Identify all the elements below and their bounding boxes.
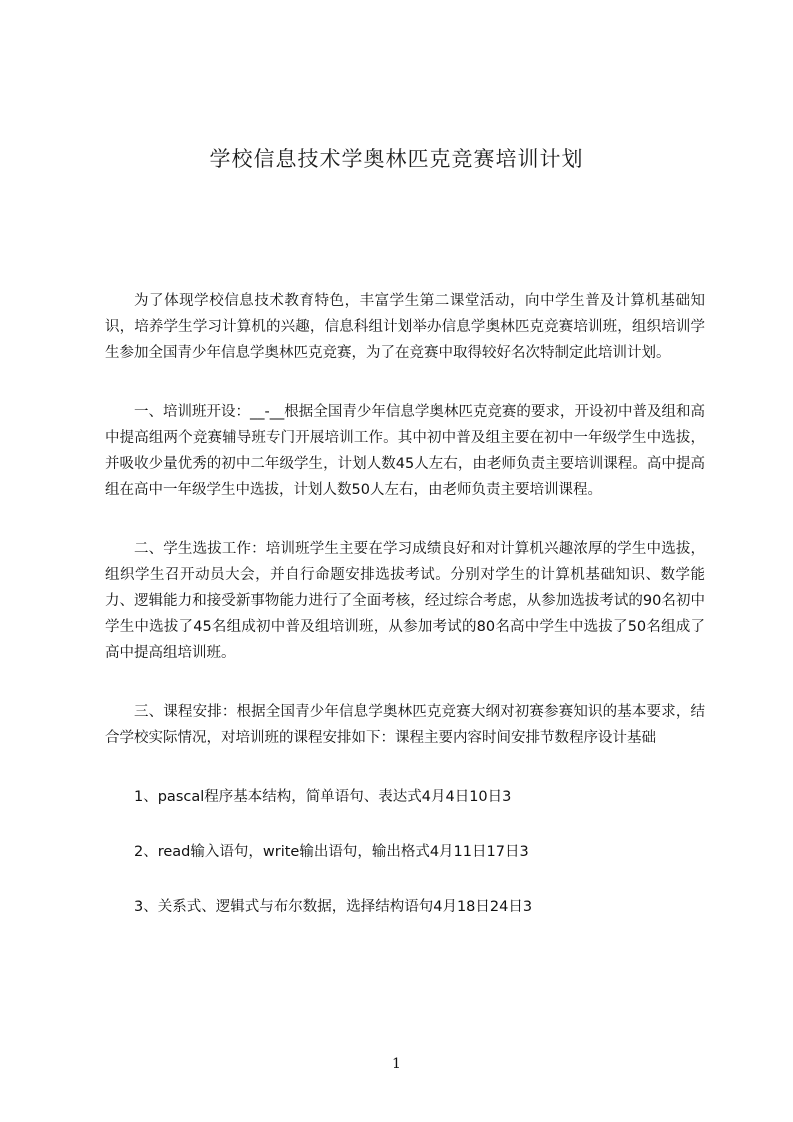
paragraph-intro: 为了体现学校信息技术教育特色，丰富学生第二课堂活动，向中学生普及计算机基础知识，培养学生学习计算机的兴趣，信息科组计划举办信息学奥林匹克竞赛培训班，组织培训学生参加全国青少年信息学奥林匹克竞赛，为了在竞赛中取得较好名次特制定此培训计划。 bbox=[105, 293, 705, 361]
course-item-3: 3、关系式、逻辑式与布尔数据，选择结构语句4月18日24日3 bbox=[134, 899, 533, 915]
course-item-1: 1、pascal程序基本结构，简单语句、表达式4月4日10日3 bbox=[134, 789, 512, 805]
document-title: 学校信息技术学奥林匹克竞赛培训计划 bbox=[209, 147, 584, 171]
paragraph-student-selection: 二、学生选拔工作：培训班学生主要在学习成绩良好和对计算机兴趣浓厚的学生中选拔，组织学生召开动员大会，并自行命题安排选拔考试。分别对学生的计算机基础知识、数学能力、逻辑能力和接受新事物能力进行了全面考核，经过综合考虑，从参加选拔考试的90名初中学生中选拔了45名组成初中普及组培训班，从参加考试的80名高中学生中选拔了50名组成了高中提高组培训班。 bbox=[105, 541, 705, 661]
document-body bbox=[105, 288, 705, 949]
page-number: 1 bbox=[392, 1056, 401, 1072]
paragraph-course-arrangement: 三、课程安排：根据全国青少年信息学奥林匹克竞赛大纲对初赛参赛知识的基本要求，结合学校实际情况，对培训班的课程安排如下：课程主要内容时间安排节数程序设计基础 bbox=[105, 704, 705, 746]
course-item-2: 2、read输入语句，write输出语句，输出格式4月11日17日3 bbox=[134, 844, 529, 860]
paragraph-class-setup: 一、培训班开设：__-__根据全国青少年信息学奥林匹克竞赛的要求，开设初中普及组和高中提高组两个竞赛辅导班专门开展培训工作。其中初中普及组主要在初中一年级学生中选拔，并吸收少量优秀的初中二年级学生，计划人数45人左右，由老师负责主要培训课程。高中提高组在高中一年级学生中选拔，计划人数50人左右，由老师负责主要培训课程。 bbox=[105, 404, 705, 498]
